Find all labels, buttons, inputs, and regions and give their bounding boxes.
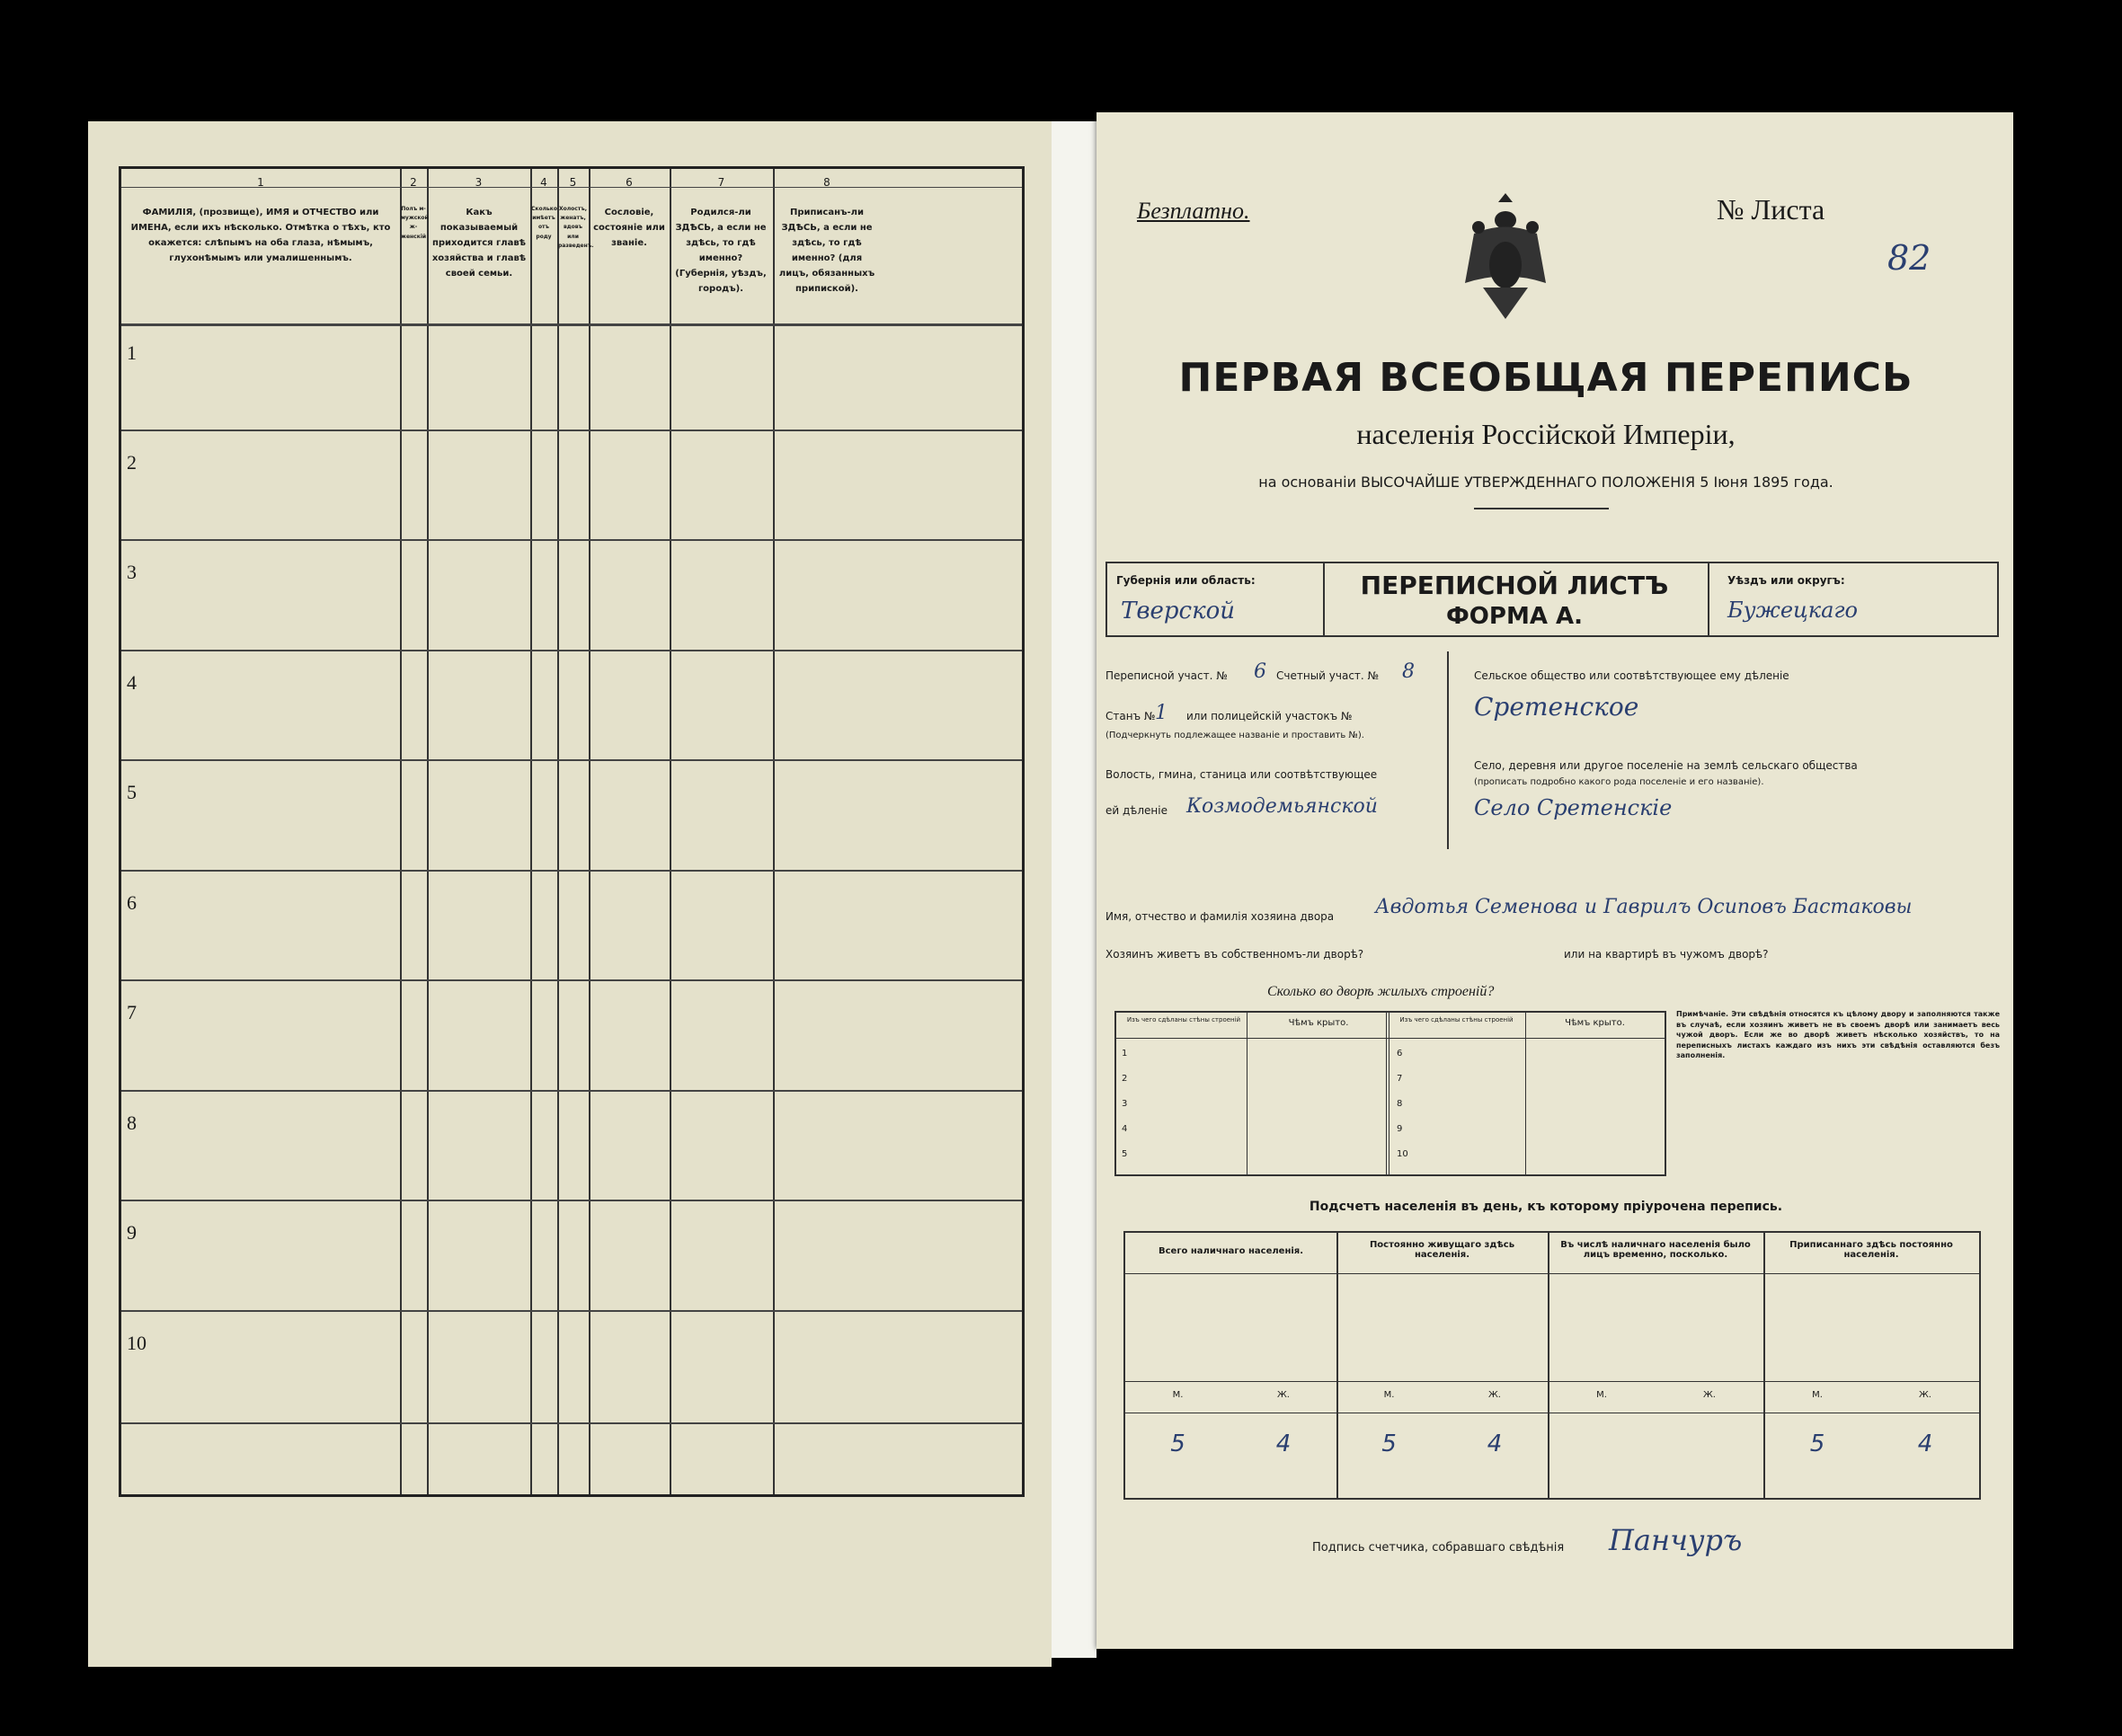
selo-note: (прописать подробно какого рода поселеніе и его названіе). xyxy=(1474,777,1764,787)
row-number: 9 xyxy=(127,1221,137,1244)
sheet-number-label: № Листа xyxy=(1717,193,1825,226)
buildings-question: Сколько во дворѣ жилыхъ строеній? xyxy=(1267,984,1495,999)
row-number: 6 xyxy=(127,891,137,914)
table-divider xyxy=(121,1090,1022,1092)
table-divider xyxy=(400,169,402,1494)
table-divider xyxy=(557,169,559,1494)
column-number: 5 xyxy=(569,176,577,189)
table-divider xyxy=(121,870,1022,872)
free-label: Безплатно. xyxy=(1137,198,1250,224)
district-box xyxy=(1105,651,1449,849)
column-number: 6 xyxy=(626,176,633,189)
obshchestvo-label: Сельское общество или соотвѣтствующее ему дѣленіе xyxy=(1474,669,1789,682)
count-table xyxy=(1123,1231,1981,1500)
lives-label: Хозяинъ живетъ въ собственномъ-ли дворѣ? xyxy=(1105,948,1364,961)
household-table xyxy=(119,166,1025,1497)
column-header-age: Сколько имѣетъ отъ роду xyxy=(531,206,557,240)
row-number: 7 xyxy=(127,1001,137,1023)
count-title: Подсчетъ населенія въ день, къ которому пріурочена перепись. xyxy=(1309,1200,1783,1214)
schetny-value: 8 xyxy=(1402,660,1415,683)
count-value: 5 xyxy=(1170,1430,1185,1457)
row-number: 1 xyxy=(127,341,137,364)
buildings-row-num: 10 xyxy=(1397,1149,1408,1159)
table-divider xyxy=(121,759,1022,761)
form-title-box xyxy=(1321,562,1708,637)
column-header-estate: Сословіе, состояніе или званіе. xyxy=(593,208,665,248)
form-subtitle: ФОРМА А. xyxy=(1446,603,1583,630)
binding-strip xyxy=(1052,121,1097,1658)
buildings-row-num: 9 xyxy=(1397,1124,1403,1134)
buildings-row-num: 3 xyxy=(1122,1099,1128,1109)
table-divider xyxy=(121,979,1022,981)
table-divider xyxy=(589,169,590,1494)
column-number: 8 xyxy=(823,176,830,189)
count-m-label: М. xyxy=(1596,1390,1607,1400)
column-number: 4 xyxy=(540,176,547,189)
table-divider xyxy=(121,539,1022,541)
ornament-divider xyxy=(1474,508,1609,509)
uezd-label: Уѣздъ или округъ: xyxy=(1727,574,1845,587)
table-divider xyxy=(1525,1013,1526,1174)
basis-line: на основаніи ВЫСОЧАЙШЕ УТВЕРЖДЕННАГО ПОЛОЖЕНІЯ 5 Іюня 1895 года. xyxy=(1258,474,1833,491)
count-head: Въ числѣ наличнаго населенія было лицъ временно, посколько. xyxy=(1560,1240,1751,1260)
table-divider xyxy=(1125,1273,1979,1274)
count-head: Всего наличнаго населенія. xyxy=(1158,1246,1304,1256)
owner-label: Имя, отчество и фамилія хозяина двора xyxy=(1105,910,1335,923)
table-divider xyxy=(1386,1013,1390,1174)
row-number: 10 xyxy=(127,1332,146,1354)
page-title: ПЕРВАЯ ВСЕОБЩАЯ ПЕРЕПИСЬ xyxy=(1178,355,1913,401)
table-divider xyxy=(427,169,429,1494)
selo-label: Село, деревня или другое поселеніе на землѣ сельскаго общества xyxy=(1474,759,1858,772)
table-divider xyxy=(121,1310,1022,1312)
count-zh-label: Ж. xyxy=(1703,1390,1716,1400)
buildings-note: Примѣчаніе. Эти свѣдѣнія относятся къ цѣлому двору и заполняются также въ случаѣ, если хозяинъ живетъ не въ своемъ дворѣ или занимаетъ весь чужой дворъ. Если же во дворѣ живетъ нѣсколько хозяйствъ, то на переписныхъ листахъ каждаго изъ нихъ эти свѣдѣнія оставляются безъ заполненія. xyxy=(1676,1010,2000,1060)
obshchestvo-value: Сретенское xyxy=(1474,692,1639,722)
signature-value: Панчуръ xyxy=(1609,1523,1743,1557)
column-header-relation: Какъ показываемый приходится главѣ хозяйства и главѣ своей семьи. xyxy=(431,208,527,279)
buildings-row-num: 4 xyxy=(1122,1124,1128,1134)
buildings-row-num: 7 xyxy=(1397,1074,1403,1084)
owner-value: Авдотья Семенова и Гаврилъ Осиповъ Бастаковы xyxy=(1375,896,1913,918)
column-number: 2 xyxy=(410,176,417,189)
table-divider xyxy=(1125,1381,1979,1382)
count-value: 4 xyxy=(1275,1430,1292,1457)
count-value: 4 xyxy=(1487,1430,1503,1457)
uezd-value: Бужецкаго xyxy=(1727,598,1859,623)
column-number: 7 xyxy=(717,176,725,189)
count-value: 4 xyxy=(1917,1430,1933,1457)
buildings-table xyxy=(1114,1011,1666,1176)
selo-value: Село Сретенскіе xyxy=(1474,795,1673,820)
lives-label-2: или на квартирѣ въ чужомъ дворѣ? xyxy=(1564,948,1769,961)
stan-note: (Подчеркнуть подлежащее названіе и проставить №). xyxy=(1105,731,1364,740)
column-header-birthplace: Родился-ли ЗДѢСЬ, а если не здѣсь, то гдѣ именно? (Губернія, уѣздъ, городъ). xyxy=(675,208,767,294)
count-m-label: М. xyxy=(1812,1390,1823,1400)
count-m-label: М. xyxy=(1383,1390,1395,1400)
table-divider xyxy=(121,430,1022,431)
row-number: 8 xyxy=(127,1112,137,1134)
stan-rest: или полицейскій участокъ № xyxy=(1186,710,1353,722)
column-header-name: ФАМИЛІЯ, (прозвище), ИМЯ и ОТЧЕСТВО или ИМЕНА, если ихъ нѣсколько. Отмѣтка о тѣхъ, кто окажется: слѣпымъ на оба глаза, нѣмымъ, глухонѣмымъ или умалишеннымъ. xyxy=(130,208,391,263)
column-number: 1 xyxy=(257,176,264,189)
table-divider xyxy=(670,169,671,1494)
count-value: 5 xyxy=(1381,1430,1397,1457)
uezd-box xyxy=(1708,562,1999,637)
gubernia-value: Тверской xyxy=(1121,598,1235,624)
count-zh-label: Ж. xyxy=(1919,1390,1931,1400)
table-divider xyxy=(530,169,532,1494)
column-header-marital: Холостъ, женатъ, вдовъ или разведенъ. xyxy=(558,206,594,249)
left-page xyxy=(88,121,1052,1667)
count-zh-label: Ж. xyxy=(1277,1390,1290,1400)
count-zh-label: Ж. xyxy=(1488,1390,1501,1400)
table-divider xyxy=(121,1422,1022,1424)
count-value: 5 xyxy=(1809,1430,1825,1457)
volost-label: Волость, гмина, станица или соотвѣтствующее xyxy=(1105,768,1378,781)
column-header-sex: Полъ м-мужской ж-женскій xyxy=(401,206,429,240)
buildings-row-num: 1 xyxy=(1122,1049,1128,1058)
stan-label: Станъ № xyxy=(1105,710,1156,722)
table-divider xyxy=(121,323,1022,326)
page-subtitle: населенія Россійской Имперіи, xyxy=(1356,418,1736,450)
buildings-col-roof-2: Чѣмъ крыто. xyxy=(1565,1018,1625,1028)
uchastok-value: 6 xyxy=(1254,660,1266,683)
buildings-row-num: 8 xyxy=(1397,1099,1403,1109)
row-number: 4 xyxy=(127,671,137,694)
count-m-label: М. xyxy=(1172,1390,1184,1400)
table-divider xyxy=(1116,1038,1665,1039)
buildings-row-num: 6 xyxy=(1397,1049,1403,1058)
buildings-col-walls-2: Изъ чего сдѣланы стѣны строеній xyxy=(1399,1016,1514,1023)
gubernia-label: Губернія или область: xyxy=(1116,574,1256,587)
gubernia-box xyxy=(1105,562,1325,637)
stan-value: 1 xyxy=(1155,702,1168,724)
volost-value: Козмодемьянской xyxy=(1186,795,1378,818)
row-number: 3 xyxy=(127,561,137,583)
sheet-number-value: 82 xyxy=(1887,238,1931,278)
row-number: 5 xyxy=(127,781,137,803)
table-divider xyxy=(773,169,775,1494)
row-number: 2 xyxy=(127,451,137,474)
table-divider xyxy=(121,1200,1022,1201)
schetny-label: Счетный участ. № xyxy=(1276,669,1380,682)
column-header-registration: Приписанъ-ли ЗДѢСЬ, а если не здѣсь, то гдѣ именно? (для лицъ, обязанныхъ припиской). xyxy=(778,208,875,294)
count-head: Постоянно живущаго здѣсь населенія. xyxy=(1369,1240,1515,1260)
volost-label-2: ей дѣленіе xyxy=(1105,804,1168,817)
uchastok-label: Переписной участ. № xyxy=(1105,669,1228,682)
buildings-col-walls: Изъ чего сдѣланы стѣны строеній xyxy=(1126,1016,1241,1023)
right-page xyxy=(1097,112,2013,1649)
form-title: ПЕРЕПИСНОЙ ЛИСТЪ xyxy=(1360,571,1669,600)
table-divider xyxy=(121,650,1022,651)
double-headed-eagle-icon xyxy=(1456,184,1555,337)
buildings-row-num: 2 xyxy=(1122,1074,1128,1084)
buildings-row-num: 5 xyxy=(1122,1149,1128,1159)
column-number: 3 xyxy=(475,176,483,189)
buildings-col-roof: Чѣмъ крыто. xyxy=(1288,1018,1349,1028)
signature-label: Подпись счетчика, собравшаго свѣдѣнія xyxy=(1312,1541,1565,1554)
count-head: Приписаннаго здѣсь постоянно населенія. xyxy=(1789,1240,1953,1260)
community-box xyxy=(1456,651,1995,849)
